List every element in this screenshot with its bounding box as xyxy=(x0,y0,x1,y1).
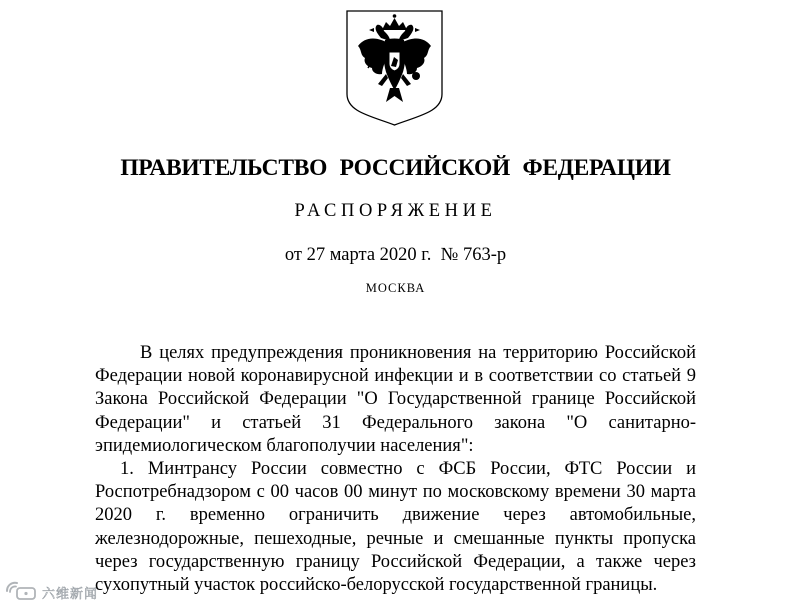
document-type: РАСПОРЯЖЕНИЕ xyxy=(294,201,497,221)
document-date-number: от 27 марта 2020 г. № 763-р xyxy=(284,245,507,265)
paragraph-item-1: 1. Минтрансу России совместно с ФСБ России, ФТС России и Роспотребнадзором с 00 часов 00 минут по московскому времени 30 марта 2020 г. временно ограничить движение через автомобильные, железнодорожные, пешеходные, речные и смешанные пункты пропуска через государственную границу Российской Федерации, а также через сухопутный участок российско-белорусской государственной границы. xyxy=(95,459,696,596)
tv-antenna-icon xyxy=(4,580,40,602)
document-title: ПРАВИТЕЛЬСТВО РОССИЙСКОЙ ФЕДЕРАЦИИ xyxy=(120,155,671,181)
watermark-text: 六维新闻 xyxy=(42,587,99,602)
document-city: МОСКВА xyxy=(365,281,426,295)
coat-of-arms-icon xyxy=(346,10,443,126)
paragraph-preamble: В целях предупреждения проникновения на территорию Российской Федерации новой коронавирусной инфекции и в соответствии со статьей 9 Закона Российской Федерации "О Государственной границе Российской Федерации" и статьей 31 Федерального закона "О санитарно-эпидемиологическом благополучии населения": xyxy=(95,343,696,456)
